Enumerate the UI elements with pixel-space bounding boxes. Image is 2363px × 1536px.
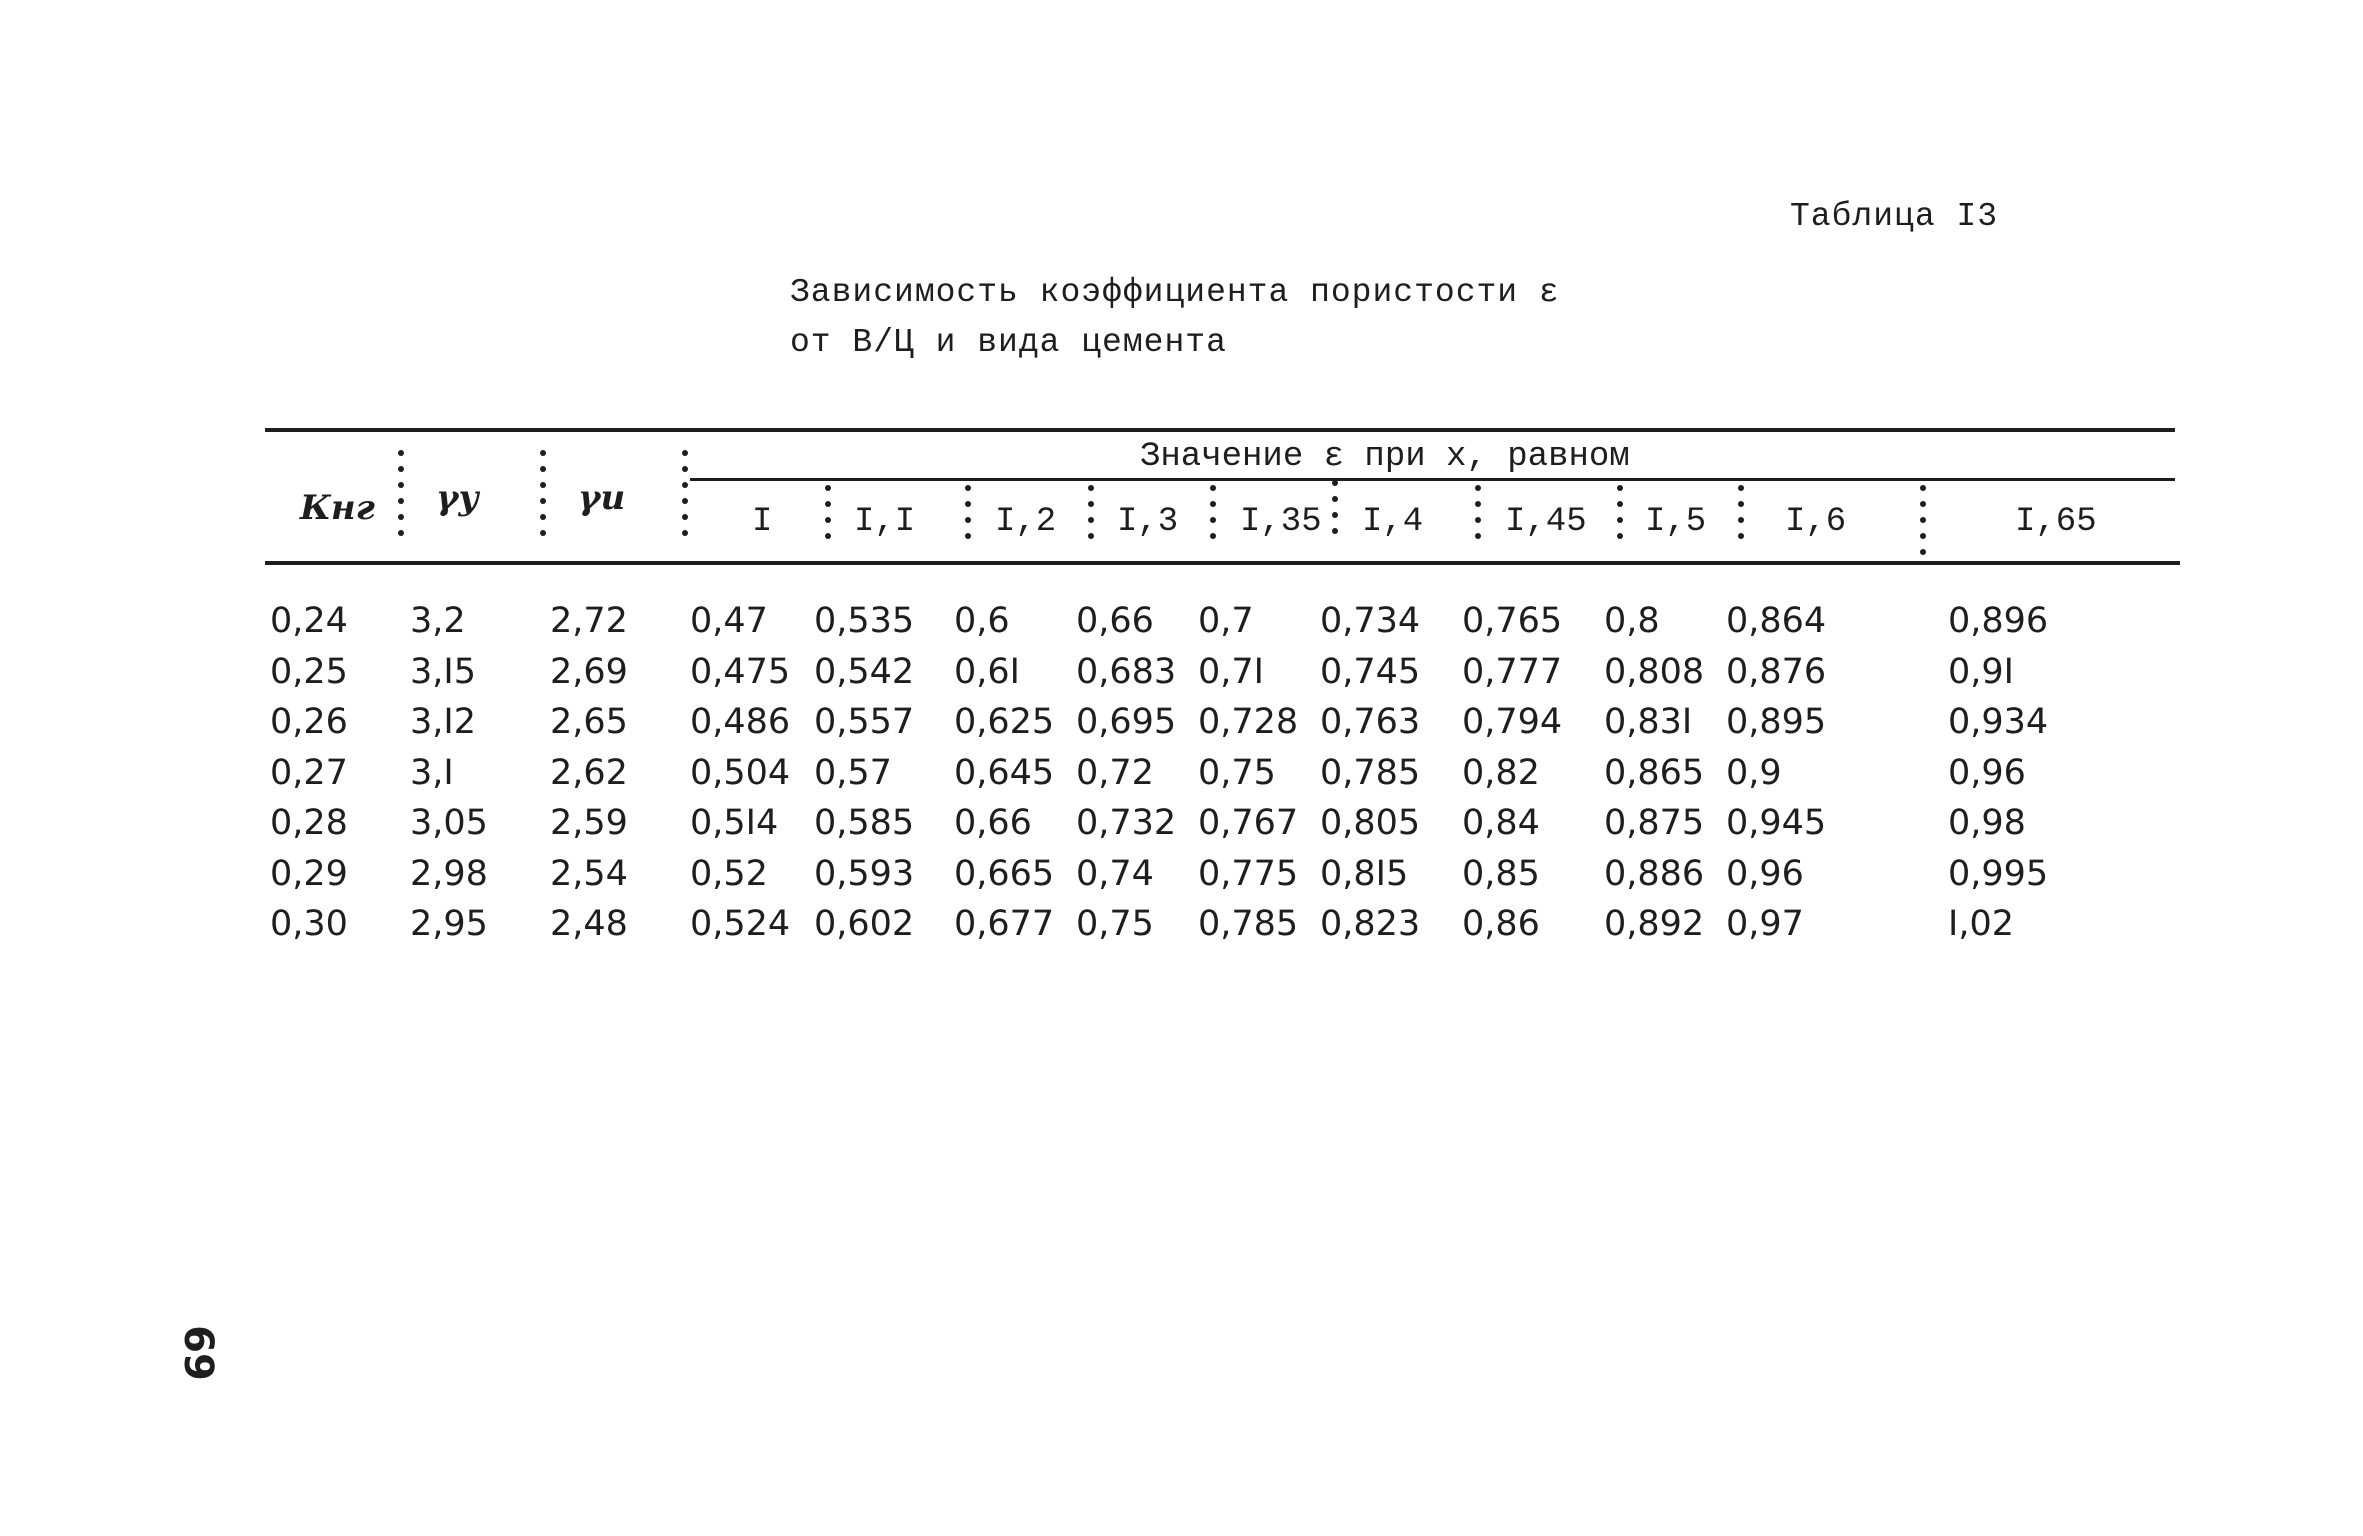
table-cell: 0,886	[1604, 853, 1705, 894]
table-cell: 0,777	[1462, 651, 1563, 692]
table-cell: 0,57	[814, 752, 892, 793]
table-cell: 0,28	[270, 803, 348, 844]
header-k: Кнг	[300, 488, 375, 528]
table-cell: 0,504	[690, 752, 791, 793]
header-x-10: I,65	[2015, 503, 2097, 541]
table-cell: 0,86	[1462, 904, 1540, 945]
table-cell: 0,823	[1320, 904, 1421, 945]
table-cell: 0,27	[270, 752, 348, 793]
table-cell: 0,745	[1320, 651, 1421, 692]
table-cell: 0,734	[1320, 601, 1421, 642]
table-cell: 0,524	[690, 904, 791, 945]
separator-dots	[1475, 485, 1479, 549]
table-cell: 0,557	[814, 702, 915, 743]
header-gamma-i: γи	[578, 478, 626, 518]
porosity-table	[270, 596, 2078, 950]
table-cell: 0,535	[814, 601, 915, 642]
table-cell: 0,84	[1462, 803, 1540, 844]
table-cell: 0,475	[690, 651, 791, 692]
table-cell: 2,72	[550, 601, 628, 642]
separator-dots	[1738, 485, 1742, 549]
table-cell: 0,683	[1076, 651, 1177, 692]
table-cell: 0,593	[814, 853, 915, 894]
table-cell: 0,763	[1320, 702, 1421, 743]
table-cell: 2,65	[550, 702, 628, 743]
table-cell: 3,I2	[410, 702, 476, 743]
table-cell: 0,83I	[1604, 702, 1693, 743]
table-cell: 0,995	[1948, 853, 2049, 894]
table-cell: 0,97	[1726, 904, 1804, 945]
table-cell: 2,95	[410, 904, 488, 945]
table-cell: 0,945	[1726, 803, 1827, 844]
table-cell: 0,767	[1198, 803, 1299, 844]
table-cell: 0,486	[690, 702, 791, 743]
table-cell: 0,625	[954, 702, 1055, 743]
table-cell: 0,728	[1198, 702, 1299, 743]
table-cell: 0,865	[1604, 752, 1705, 793]
table-cell: 0,52	[690, 853, 768, 894]
table-cell: 0,602	[814, 904, 915, 945]
table-cell: 0,934	[1948, 702, 2049, 743]
header-x-3: I,2	[995, 503, 1057, 541]
table-cell: 0,75	[1198, 752, 1276, 793]
table-cell: 0,8	[1604, 601, 1660, 642]
table-cell: 2,59	[550, 803, 628, 844]
table-cell: 2,48	[550, 904, 628, 945]
header-x-6: I,4	[1362, 503, 1424, 541]
top-rule	[265, 428, 2175, 432]
table-cell: 0,775	[1198, 853, 1299, 894]
table-title	[790, 268, 1560, 368]
title-line-1: Зависимость коэффициента пористости ε	[790, 274, 1560, 311]
table-row	[270, 596, 2078, 647]
table-cell: 0,875	[1604, 803, 1705, 844]
table-cell: 0,7I	[1198, 651, 1264, 692]
table-cell: 0,96	[1726, 853, 1804, 894]
table-cell: 0,765	[1462, 601, 1563, 642]
table-cell: 0,30	[270, 904, 348, 945]
table-label: Таблица I3	[1790, 198, 1999, 235]
table-cell: 0,677	[954, 904, 1055, 945]
table-cell: 2,69	[550, 651, 628, 692]
separator-dots	[540, 450, 544, 546]
table-cell: 0,9	[1726, 752, 1782, 793]
table-cell: 0,72	[1076, 752, 1154, 793]
table-row	[270, 899, 2078, 950]
table-cell: I,02	[1948, 904, 2014, 945]
table-cell: 0,96	[1948, 752, 2026, 793]
table-cell: 0,24	[270, 601, 348, 642]
table-cell: 0,82	[1462, 752, 1540, 793]
group-rule	[690, 478, 2175, 481]
separator-dots	[1617, 485, 1621, 549]
separator-dots	[398, 450, 402, 546]
table-cell: 0,794	[1462, 702, 1563, 743]
table-cell: 0,665	[954, 853, 1055, 894]
separator-dots	[682, 450, 686, 546]
table-cell: 0,74	[1076, 853, 1154, 894]
table-cell: 0,25	[270, 651, 348, 692]
table-body	[270, 596, 2078, 950]
table-row	[270, 697, 2078, 748]
header-gamma-y: γу	[436, 478, 479, 518]
table-cell: 0,785	[1320, 752, 1421, 793]
table-cell: 0,645	[954, 752, 1055, 793]
table-cell: 0,6I	[954, 651, 1020, 692]
header-x-5: I,35	[1240, 503, 1322, 541]
page-number: 69	[174, 1325, 221, 1381]
table-cell: 0,895	[1726, 702, 1827, 743]
table-cell: 0,5I4	[690, 803, 779, 844]
table-cell: 0,864	[1726, 601, 1827, 642]
table-cell: 0,26	[270, 702, 348, 743]
table-cell: 0,29	[270, 853, 348, 894]
table-cell: 0,785	[1198, 904, 1299, 945]
table-cell: 0,47	[690, 601, 768, 642]
table-cell: 0,7	[1198, 601, 1254, 642]
table-cell: 0,66	[1076, 601, 1154, 642]
separator-dots	[1920, 485, 1924, 565]
table-cell: 3,05	[410, 803, 488, 844]
table-cell: 0,732	[1076, 803, 1177, 844]
table-cell: 3,I	[410, 752, 454, 793]
header-x-1: I	[752, 503, 773, 541]
header-group: Значение ε при х, равном	[1140, 438, 1630, 476]
table-cell: 0,6	[954, 601, 1010, 642]
table-cell: 0,876	[1726, 651, 1827, 692]
table-row	[270, 849, 2078, 900]
table-cell: 0,8I5	[1320, 853, 1409, 894]
table-cell: 0,805	[1320, 803, 1421, 844]
header-x-7: I,45	[1505, 503, 1587, 541]
table-cell: 0,808	[1604, 651, 1705, 692]
header-bottom-rule	[265, 561, 2180, 565]
separator-dots	[1088, 485, 1092, 549]
table-cell: 3,2	[410, 601, 466, 642]
table-cell: 2,54	[550, 853, 628, 894]
separator-dots	[1332, 480, 1336, 544]
separator-dots	[965, 485, 969, 549]
header-x-4: I,3	[1117, 503, 1179, 541]
separator-dots	[825, 485, 829, 549]
table-cell: 0,66	[954, 803, 1032, 844]
table-cell: 0,585	[814, 803, 915, 844]
table-cell: 0,695	[1076, 702, 1177, 743]
separator-dots	[1210, 485, 1214, 549]
header-x-2: I,I	[854, 503, 916, 541]
table-cell: 0,75	[1076, 904, 1154, 945]
table-row	[270, 748, 2078, 799]
title-line-2: от В/Ц и вида цемента	[790, 324, 1227, 361]
header-x-9: I,6	[1785, 503, 1847, 541]
table-cell: 2,62	[550, 752, 628, 793]
table-row	[270, 647, 2078, 698]
header-x-8: I,5	[1645, 503, 1707, 541]
table-cell: 0,542	[814, 651, 915, 692]
table-cell: 0,9I	[1948, 651, 2014, 692]
table-cell: 0,98	[1948, 803, 2026, 844]
table-cell: 0,896	[1948, 601, 2049, 642]
table-cell: 3,I5	[410, 651, 476, 692]
table-row	[270, 798, 2078, 849]
table-cell: 0,892	[1604, 904, 1705, 945]
table-cell: 0,85	[1462, 853, 1540, 894]
table-cell: 2,98	[410, 853, 488, 894]
